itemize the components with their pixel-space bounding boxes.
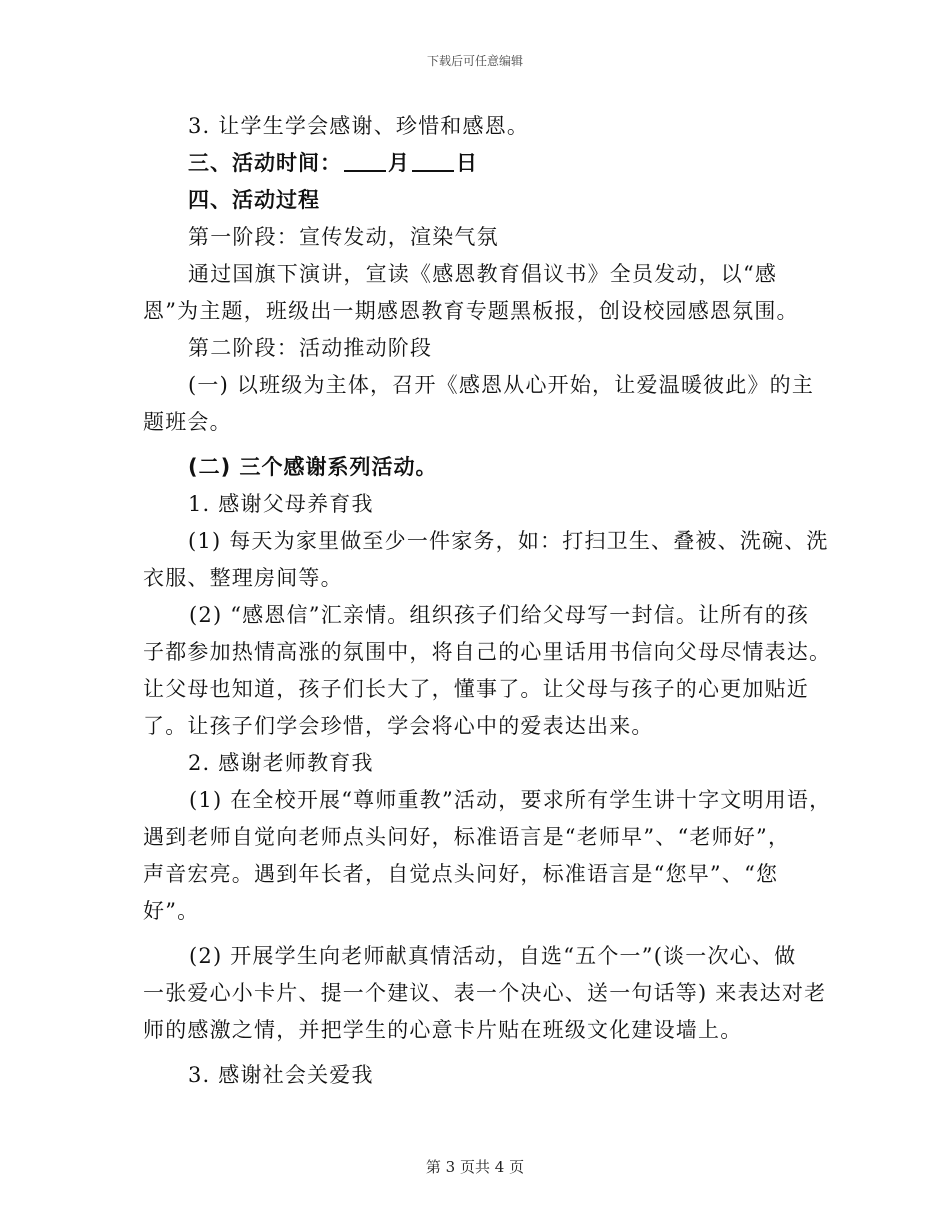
paragraph-line: 子都参加热情高涨的氛围中，将自己的心里话用书信向父母尽情表达。 [143, 640, 832, 664]
paragraph-line: 通过国旗下演讲，宣读《感恩教育倡议书》全员发动，以“感 [188, 262, 778, 286]
stage-2-heading: 第二阶段：活动推动阶段 [188, 336, 433, 360]
stage-1-heading: 第一阶段：宣传发动，渲染气氛 [188, 225, 499, 249]
paragraph-line: 题班会。 [143, 410, 232, 434]
spacer [143, 1049, 823, 1057]
month-label: 月 [388, 151, 410, 175]
paragraph-line: 一张爱心小卡片、提一个建议、表一个决心、送一句话等) 来表达对老 [143, 981, 827, 1005]
item-heading-teachers: 2. 感谢老师教育我 [188, 751, 374, 775]
paragraph-line: 恩”为主题，班级出一期感恩教育专题黑板报，创设校园感恩氛围。 [143, 299, 799, 323]
paragraph-line: (1) 每天为家里做至少一件家务，如：打扫卫生、叠被、洗碗、洗 [188, 529, 829, 553]
paragraph-line: 衣服、整理房间等。 [143, 566, 343, 590]
paragraph-line: 让父母也知道，孩子们长大了，懂事了。让父母与孩子的心更加贴近 [143, 677, 809, 701]
goal-item-3: 3. 让学生学会感谢、珍惜和感恩。 [188, 114, 530, 138]
paragraph-line: (2) 开展学生向老师献真情活动，自选“五个一”(谈一次心、做 [189, 944, 797, 968]
paragraph-line: 师的感激之情，并把学生的心意卡片贴在班级文化建设墙上。 [143, 1018, 743, 1042]
day-label: 日 [456, 151, 478, 175]
paragraph-line: 好”。 [143, 899, 200, 923]
day-blank [412, 150, 454, 172]
paragraph-line: (一) 以班级为主体，召开《感恩从心开始，让爱温暖彼此》的主 [188, 373, 815, 397]
spacer [143, 441, 823, 449]
paragraph-line: 了。让孩子们学会珍惜，学会将心中的爱表达出来。 [143, 714, 654, 738]
section-activity-time [143, 145, 823, 182]
page-footer: 第 3 页共 4 页 [425, 1158, 525, 1176]
activity-time-label: 三、活动时间： [188, 151, 342, 175]
month-blank [344, 150, 386, 172]
item-heading-parents: 1. 感谢父母养育我 [188, 492, 374, 516]
paragraph-line: 声音宏亮。遇到年长者，自觉点头问好，标准语言是“您早”、“您 [143, 862, 779, 886]
paragraph-line: (1) 在全校开展“尊师重教”活动，要求所有学生讲十字文明用语， [189, 788, 832, 812]
subsection-heading: (二) 三个感谢系列活动。 [188, 455, 438, 479]
page-header: 下载后可任意编辑 [426, 54, 523, 68]
item-heading-society: 3. 感谢社会关爱我 [188, 1063, 374, 1087]
spacer [143, 930, 823, 938]
document-body [143, 108, 832, 1094]
section-activity-process: 四、活动过程 [188, 188, 320, 212]
paragraph-line: 遇到老师自觉向老师点头问好，标准语言是“老师早”、“老师好”， [143, 825, 791, 849]
paragraph-line: (2) “感恩信”汇亲情。组织孩子们给父母写一封信。让所有的孩 [189, 603, 810, 627]
